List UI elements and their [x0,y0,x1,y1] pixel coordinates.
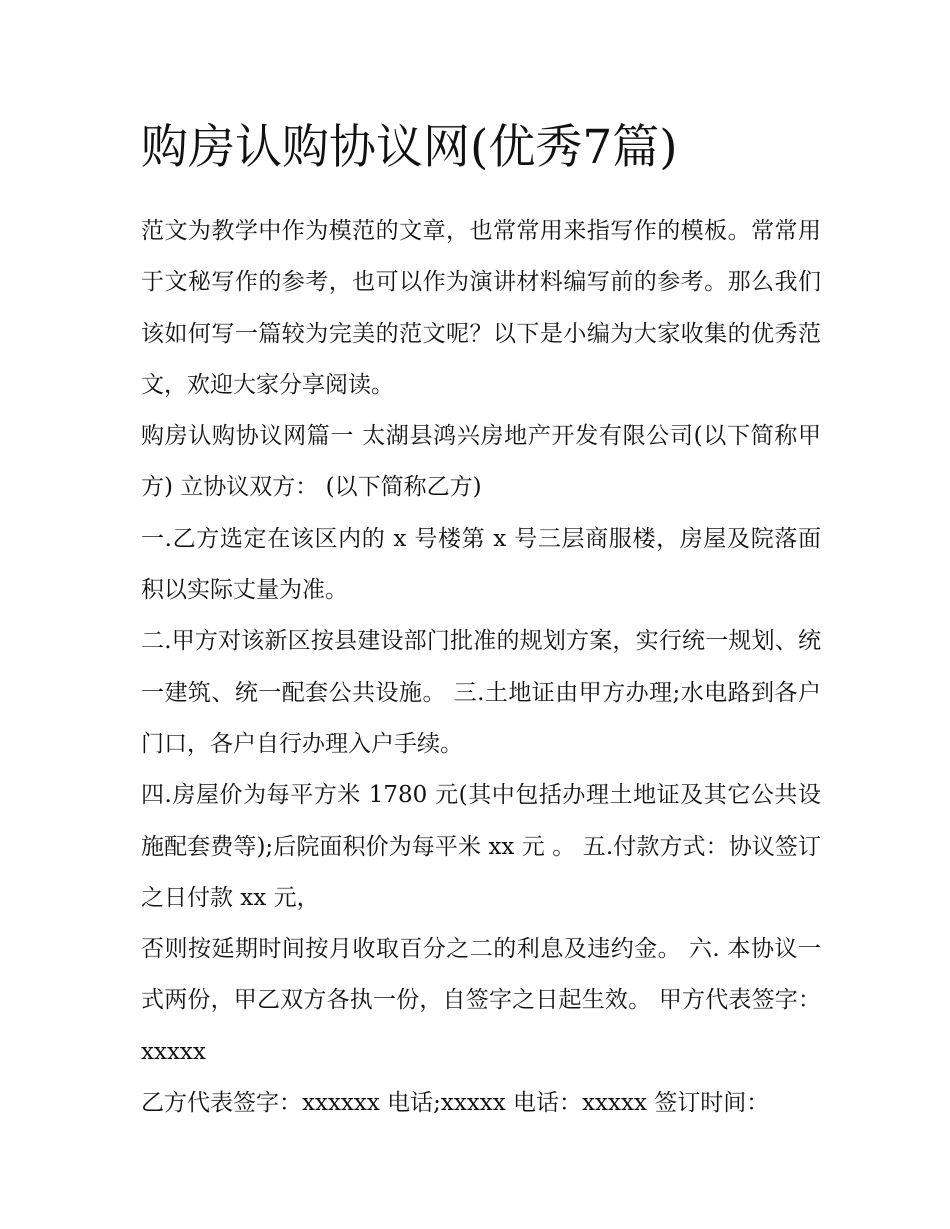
paragraph-clause-6: 否则按延期时间按月收取百分之二的利息及违约金。 六. 本协议一式两份，甲乙双方各执一份，自签字之日起生效。 甲方代表签字：xxxxx [141,936,821,1065]
paragraph-parties: 购房认购协议网篇一 太湖县鸿兴房地产开发有限公司(以下简称甲方) 立协议双方： (以下简称乙方) [141,423,821,501]
document-title: 购房认购协议网(优秀7篇) [141,120,678,175]
document-body [141,206,821,1129]
paragraph-clause-4-5: 四.房屋价为每平方米 1780 元(其中包括办理土地证及其它公共设施配套费等);后院面积价为每平米 xx 元 。 五.付款方式：协议签订之日付款 xx 元， [141,782,821,911]
document-page [141,110,821,1129]
paragraph-clause-2-3: 二.甲方对该新区按县建设部门批准的规划方案，实行统一规划、统一建筑、统一配套公共设施。 三.土地证由甲方办理;水电路到各户门口，各户自行办理入户手续。 [141,628,821,757]
paragraph-clause-1: 一.乙方选定在该区内的 x 号楼第 x 号三层商服楼，房屋及院落面积以实际丈量为准。 [141,525,821,604]
paragraph-intro: 范文为教学中作为模范的文章，也常常用来指写作的模板。常常用于文秘写作的参考，也可以作为演讲材料编写前的参考。那么我们该如何写一篇较为完美的范文呢？以下是小编为大家收集的优秀范文，欢迎大家分享阅读。 [141,218,821,398]
paragraph-signature: 乙方代表签字：xxxxxx 电话;xxxxx 电话：xxxxx 签订时间： [141,1090,770,1117]
